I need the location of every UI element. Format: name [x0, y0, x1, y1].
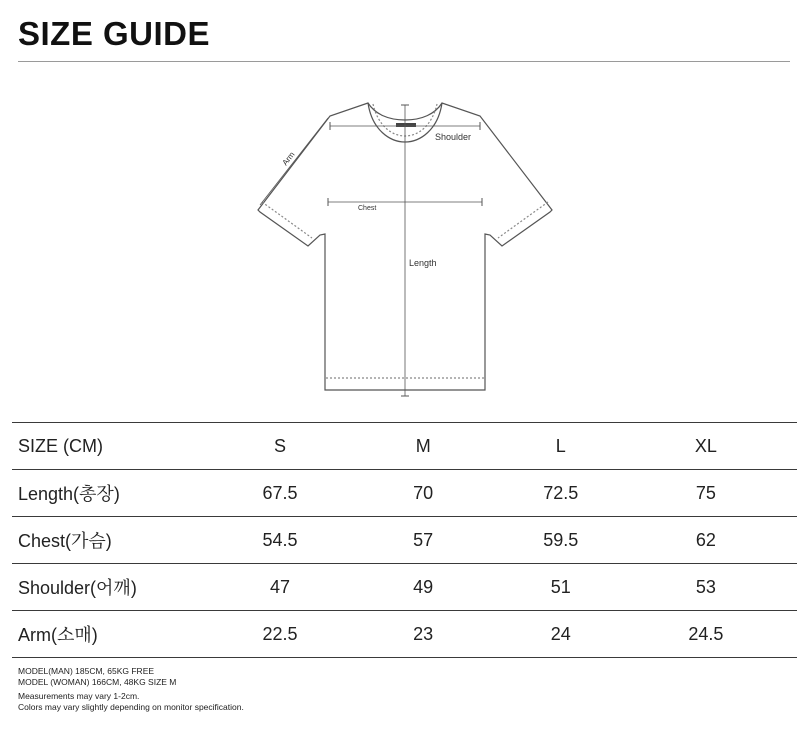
table-header-row — [12, 423, 797, 470]
table-row-shoulder — [12, 564, 797, 611]
table-cell: 22.5 — [220, 611, 339, 658]
size-xl-header: XL — [615, 423, 797, 470]
row-label: Arm(소매) — [12, 611, 220, 658]
measurement-lines — [260, 105, 482, 396]
table-row-arm — [12, 611, 797, 658]
header-label: SIZE (CM) — [12, 423, 220, 470]
table-cell: 49 — [340, 564, 507, 611]
table-cell: 24.5 — [615, 611, 797, 658]
arm-label: Arm — [280, 150, 297, 168]
table-cell: 70 — [340, 470, 507, 517]
table-cell: 54.5 — [220, 517, 339, 564]
model-info — [18, 666, 244, 687]
page-title: SIZE GUIDE — [18, 15, 211, 52]
size-s-header: S — [220, 423, 339, 470]
color-note: Colors may vary slightly depending on monitor specification. — [18, 701, 244, 712]
title-divider — [18, 61, 790, 62]
model-man-note: MODEL(MAN) 185CM, 65KG FREE — [18, 666, 155, 676]
size-m-header: M — [340, 423, 507, 470]
neck-label-icon — [396, 123, 416, 127]
length-label: Length — [409, 258, 437, 268]
row-label: Chest(가슴) — [12, 517, 220, 564]
table-cell: 53 — [615, 564, 797, 611]
table-row-chest — [12, 517, 797, 564]
table-cell: 57 — [340, 517, 507, 564]
table-cell: 75 — [615, 470, 797, 517]
chest-label: Chest — [358, 205, 377, 212]
size-table — [12, 422, 797, 658]
table-cell: 67.5 — [220, 470, 339, 517]
table-cell: 47 — [220, 564, 339, 611]
row-label: Shoulder(어깨) — [12, 564, 220, 611]
shoulder-label: Shoulder — [435, 132, 472, 142]
table-cell: 72.5 — [507, 470, 615, 517]
size-l-header: L — [507, 423, 615, 470]
table-cell: 62 — [615, 517, 797, 564]
measurement-note: Measurements may vary 1-2cm. — [18, 691, 140, 701]
model-woman-note: MODEL (WOMAN) 166CM, 48KG SIZE M — [18, 676, 177, 687]
table-cell: 59.5 — [507, 517, 615, 564]
notes-block — [18, 666, 244, 712]
table-row-length — [12, 470, 797, 517]
tshirt-diagram — [240, 90, 570, 410]
row-label: Length(총장) — [12, 470, 220, 517]
table-cell: 51 — [507, 564, 615, 611]
table-cell: 24 — [507, 611, 615, 658]
table-cell: 23 — [340, 611, 507, 658]
